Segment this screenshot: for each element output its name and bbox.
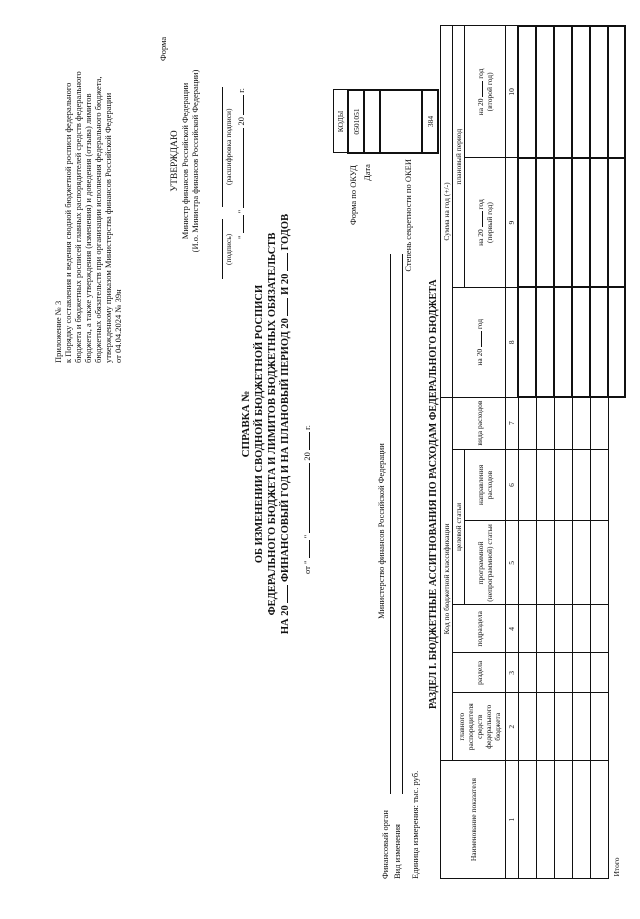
approve-line2: (И.о. Министра финансов Российской Федерации) <box>190 69 200 253</box>
unit-label: Единица измерения: тыс. руб. <box>410 770 420 879</box>
form-label: Форма <box>158 36 168 61</box>
fin-organ-label: Финансовый орган <box>380 810 390 879</box>
appendix-line: утвержденному приказом Министерства финансов Российской Федерации <box>103 92 113 363</box>
change-type-line <box>402 254 403 794</box>
decode-caption: (расшифровка подписи) <box>224 108 233 185</box>
appendix-line: бюджета и бюджетных росписей главных распорядителей средств федерального <box>73 71 83 363</box>
decode-line <box>222 87 223 207</box>
approve-block <box>170 31 200 291</box>
appendix-line: Приложение № 3 <box>53 300 63 363</box>
okud-code: 0501051 <box>348 90 364 153</box>
header-name: Наименование показателя <box>441 761 506 879</box>
appendix-line: от 04.04.2024 № 39н <box>113 289 123 363</box>
title-line2: ОБ ИЗМЕНЕНИИ СВОДНОЙ БЮДЖЕТНОЙ РОСПИСИ <box>254 284 265 564</box>
okei-label: Степень секретности по ОКЕИ <box>403 159 413 272</box>
col-number: 10 <box>506 26 519 158</box>
col-number: 7 <box>506 397 519 449</box>
column-numbers-row <box>506 26 519 879</box>
total-row <box>608 26 625 879</box>
title-block <box>240 144 292 704</box>
title-line3: ФЕДЕРАЛЬНОГО БЮДЖЕТА И ЛИМИТОВ БЮДЖЕТНЫХ ОБЯЗАТЕЛЬСТВ <box>267 232 278 616</box>
appendix-block <box>53 8 123 363</box>
col-number: 2 <box>506 693 519 761</box>
header-grbs: главного распорядителя средств федерального бюджета <box>453 693 506 761</box>
appendix-line: к Порядку составления и ведения сводной бюджетной росписи федерального <box>63 82 73 363</box>
header-razdel: раздела <box>453 653 506 693</box>
total-label: Итого <box>608 397 625 878</box>
col-number: 8 <box>506 287 519 397</box>
codes-table <box>333 89 439 154</box>
fin-organ-value: Министерство финансов Российской Федерации <box>376 443 386 619</box>
header-year: на 20 год <box>453 287 506 397</box>
approve-title: УТВЕРЖДАЮ <box>170 130 180 192</box>
table-row <box>554 26 572 879</box>
table-row <box>536 26 554 879</box>
header-sum: Сумма на год (+/-) <box>441 26 453 397</box>
blank-code <box>380 90 422 153</box>
date-label: Дата <box>362 164 372 181</box>
header-first-year: на 20 год (первый год) <box>465 158 506 288</box>
sign-caption: (подпись) <box>224 233 233 265</box>
title-date: от " " 20 г. <box>302 425 312 574</box>
quote-open: " <box>236 235 246 239</box>
header-podrazdel: подраздела <box>453 605 506 653</box>
okud-label: Форма по ОКУД <box>348 165 358 225</box>
fin-organ-line <box>390 254 391 794</box>
budget-table <box>440 25 626 879</box>
col-number: 1 <box>506 761 519 879</box>
header-program: программной (непрограммной) статьи <box>465 521 506 605</box>
title-line1: СПРАВКА № <box>240 390 252 458</box>
quote-close: " <box>236 209 246 214</box>
header-target: целевой статьи <box>453 449 465 605</box>
change-type-label: Вид изменения <box>392 824 402 879</box>
section-title: РАЗДЕЛ I. БЮДЖЕТНЫЕ АССИГНОВАНИЯ ПО РАСХОДАМ ФЕДЕРАЛЬНОГО БЮДЖЕТА <box>428 279 439 709</box>
header-plan: плановый период <box>453 26 465 287</box>
title-line4: НА 20 ФИНАНСОВЫЙ ГОД И НА ПЛАНОВЫЙ ПЕРИОД 20 И 20 ГОДОВ <box>280 213 291 635</box>
approve-year: 20 <box>236 117 246 126</box>
appendix-line: бюджетных обязательств при организации исполнения федерального бюджета, <box>93 76 103 363</box>
col-number: 5 <box>506 521 519 605</box>
header-vid: вида расходов <box>453 397 506 449</box>
codes-header: КОДЫ <box>334 90 349 153</box>
header-direction: направления расходов <box>465 449 506 521</box>
table-row <box>518 26 536 879</box>
header-second-year: на 20 год (второй год) <box>465 26 506 158</box>
okei-code: 384 <box>422 90 438 153</box>
col-number: 4 <box>506 605 519 653</box>
table-row <box>590 26 608 879</box>
table-row <box>572 26 590 879</box>
approve-g: г. <box>236 88 246 93</box>
date-code <box>364 90 380 153</box>
appendix-line: бюджета, а также утверждения (изменения) и доведения (отзыва) лимитов <box>83 93 93 363</box>
approve-line1: Министр финансов Российской Федерации <box>180 82 190 240</box>
header-code: Код по бюджетной классификации <box>441 397 453 761</box>
col-number: 6 <box>506 449 519 521</box>
sign-line <box>222 219 223 279</box>
col-number: 9 <box>506 158 519 288</box>
col-number: 3 <box>506 653 519 693</box>
